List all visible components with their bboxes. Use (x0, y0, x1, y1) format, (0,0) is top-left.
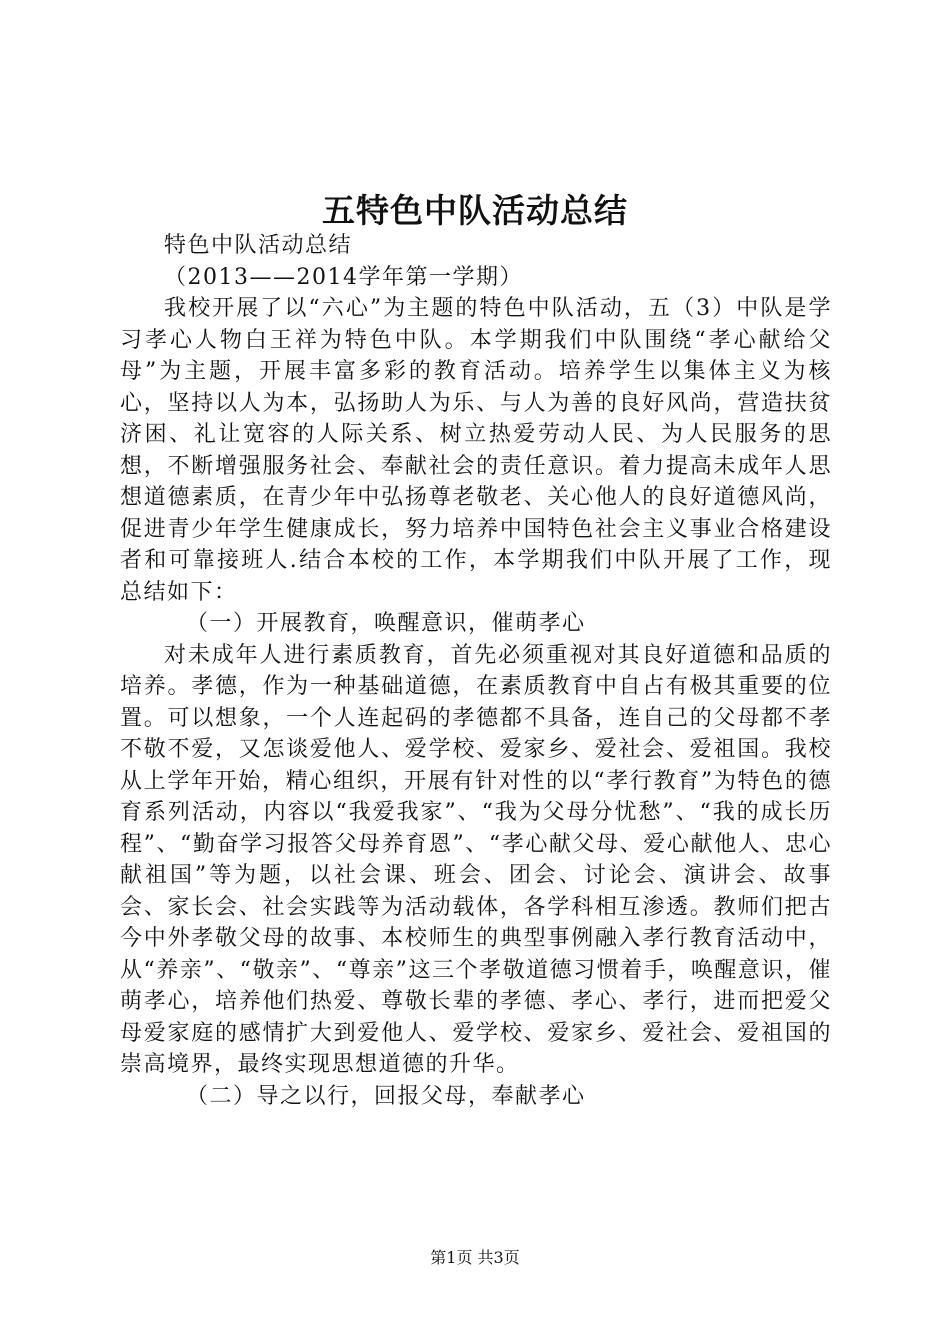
page-footer: 第1页 共3页 (430, 1248, 520, 1267)
term-line: （2013——2014学年第一学期） (164, 264, 523, 290)
section-heading-2: （二）导之以行，回报父母，奉献孝心 (186, 1083, 586, 1109)
section-heading-1: （一）开展教育，唤醒意识，催萌孝心 (186, 611, 586, 636)
document-title: 五特色中队活动总结 (322, 191, 628, 230)
document-body (120, 230, 832, 1112)
paragraph-section-1: 对未成年人进行素质教育，首先必须重视对其良好道德和品质的培养。孝德，作为一种基础道德，在素质教育中自占有极其重要的位置。可以想象，一个人连起码的孝德都不具备，连自己的父母都不孝不敬不爱，又怎谈爱他人、爱学校、爱家乡、爱社会、爱祖国。我校从上学年开始，精心组织，开展有针对性的以“孝行教育”为特色的德育系列活动，内容以“我爱我家”、“我为父母分忧愁”、“我的成长历程”、“勤奋学习报答父母养育恩”、“孝心献父母、爱心献他人、忠心献祖国”等为题，以社会课、班会、团会、讨论会、演讲会、故事会、家长会、社会实践等为活动载体，各学科相互渗透。教师们把古今中外孝敬父母的故事、本校师生的典型事例融入孝行教育活动中，从“养亲”、“敬亲”、“尊亲”这三个孝敬道德习惯着手，唤醒意识，催萌孝心，培养他们热爱、尊敬长辈的孝德、孝心、孝行，进而把爱父母爱家庭的感情扩大到爱他人、爱学校、爱家乡、爱社会、爱祖国的崇高境界，最终实现思想道德的升华。 (120, 642, 832, 1077)
paragraph-intro: 我校开展了以“六心”为主题的特色中队活动，五（3）中队是学习孝心人物白王祥为特色中队。本学期我们中队围绕“孝心献给父母”为主题，开展丰富多彩的教育活动。培养学生以集体主义为核心，坚持以人为本，弘扬助人为乐、与人为善的良好风尚，营造扶贫济困、礼让宽容的人际关系、树立热爱劳动人民、为人民服务的思想，不断增强服务社会、奉献社会的责任意识。着力提高未成年人思想道德素质，在青少年中弘扬尊老敬老、关心他人的良好道德风尚，促进青少年学生健康成长，努力培养中国特色社会主义事业合格建设者和可靠接班人.结合本校的工作，本学期我们中队开展了工作，现总结如下： (120, 296, 832, 605)
document-subtitle: 特色中队活动总结 (164, 233, 353, 258)
